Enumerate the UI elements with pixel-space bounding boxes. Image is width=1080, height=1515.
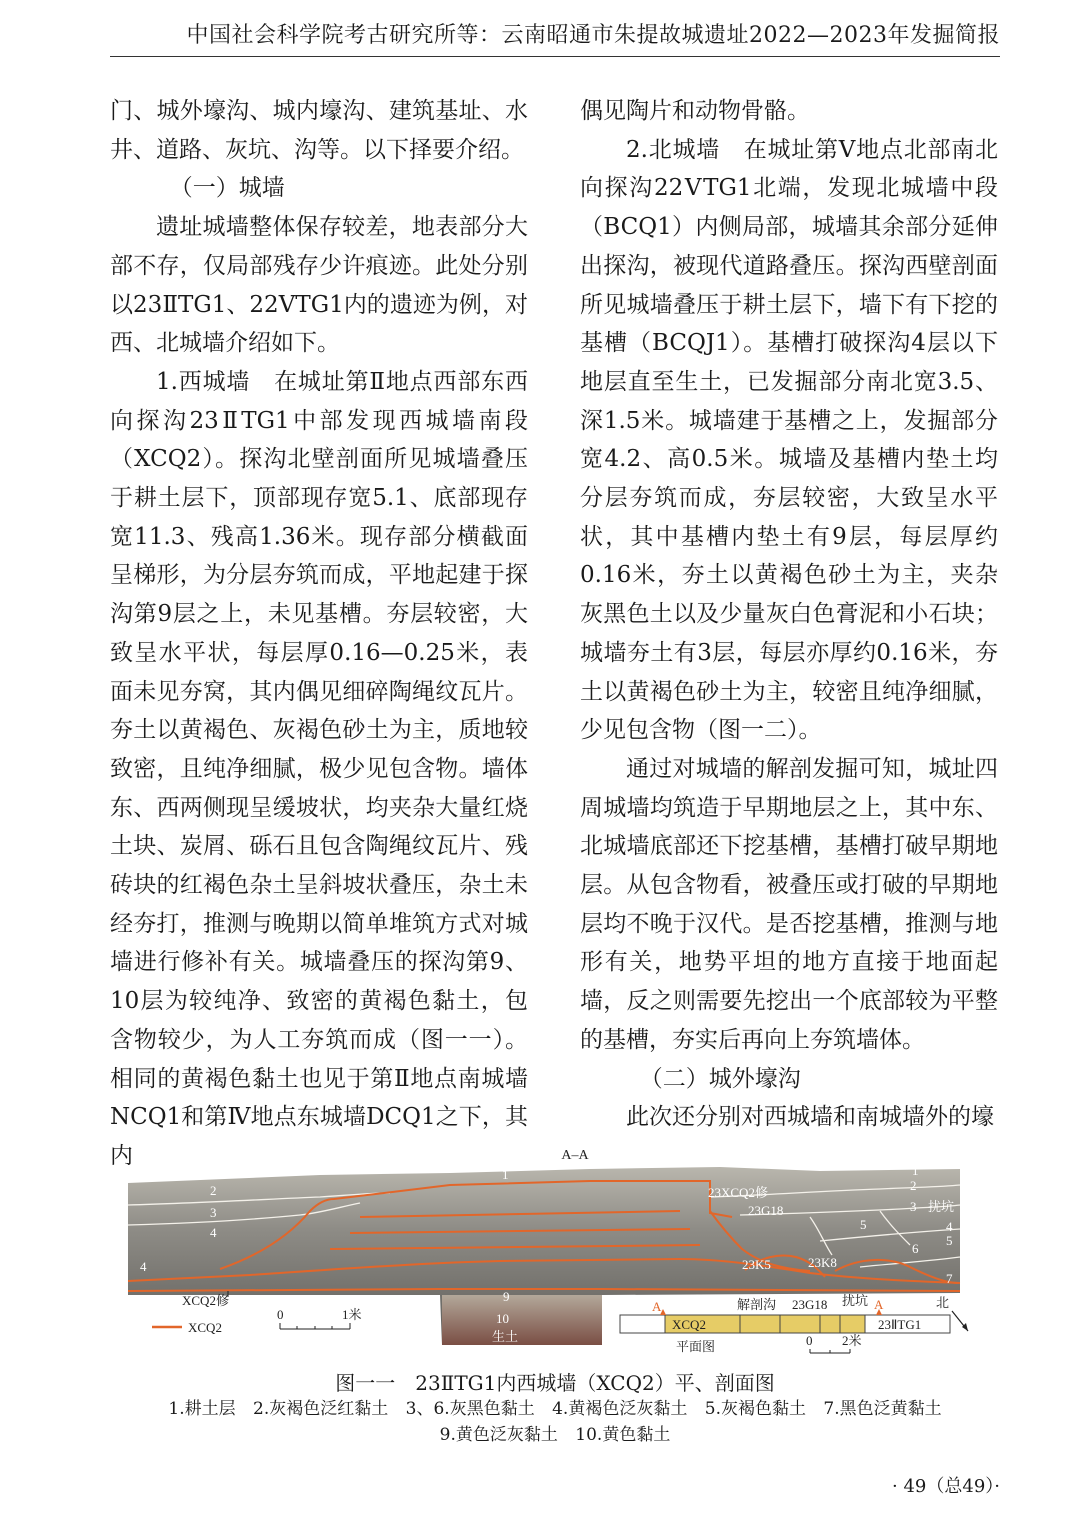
svg-text:1米: 1米 [342, 1307, 362, 1322]
figure-legend [110, 1396, 1000, 1448]
svg-text:平面图: 平面图 [676, 1339, 716, 1354]
svg-text:A: A [874, 1297, 884, 1312]
svg-text:2米: 2米 [842, 1333, 862, 1348]
section-heading: （一）城墙 [169, 175, 285, 202]
paragraph: 遗址城墙整体保存较差，地表部分大部不存，仅局部残存少许痕迹。此处分别以23ⅡTG1、22ⅤTG1内的遗迹为例，对西、北城墙介绍如下。 [110, 214, 528, 357]
svg-text:23XCQ2修: 23XCQ2修 [708, 1185, 768, 1200]
svg-text:23G18: 23G18 [792, 1297, 828, 1312]
paragraph: 1.西城墙 在城址第Ⅱ地点西部东西向探沟23ⅡTG1中部发现西城墙南段（XCQ2）。探沟北壁剖面所见城墙叠压于耕土层下，顶部现存宽5.1、底部现存宽11.3、残高1.36米。现存部分横截面呈梯形，为分层夯筑而成，平地起建于探沟第9层之上，未见基槽。夯层较密，大致呈水平状，每层厚0.16—0.25米，表面未见夯窝，其内偶见细碎陶绳纹瓦片。夯土以黄褐色、灰褐色砂土为主，质地较致密，且纯净细腻，极少见包含物。墙体东、西两侧现呈缓坡状，均夹杂大量红烧土块、炭屑、砾石且包含陶绳纹瓦片、残砖块的红褐色杂土呈斜坡状叠压，杂土未经夯打，推测与晚期以简单堆筑方式对城墙进行修补有关。城墙叠压的探沟第9、10层为较纯净、致密的黄褐色黏土，包含物较少，为人工夯筑而成（图一一）。相同的黄褐色黏土也见于第Ⅱ地点南城墙NCQ1和第Ⅳ地点东城墙DCQ1之下，其内 [110, 368, 528, 1169]
paragraph: 门、城外壕沟、城内壕沟、建筑基址、水井、道路、灰坑、沟等。以下择要介绍。 [110, 98, 528, 163]
svg-text:2: 2 [910, 1178, 917, 1193]
legend-item: 10.黄色黏土 [575, 1425, 671, 1445]
section-heading: （二）城外壕沟 [639, 1065, 801, 1092]
legend-item: 5.灰褐色黏土 [704, 1399, 806, 1419]
svg-text:扰坑: 扰坑 [842, 1293, 869, 1308]
page-number: · 49（总49）· [892, 1476, 1000, 1497]
legend-item: 2.灰褐色泛红黏土 [253, 1399, 389, 1419]
svg-text:5: 5 [860, 1217, 867, 1232]
svg-text:6: 6 [912, 1241, 919, 1256]
legend-item: 3、6.灰黑色黏土 [405, 1399, 535, 1419]
svg-text:3: 3 [910, 1199, 917, 1214]
legend-item: 7.黑色泛黄黏土 [823, 1399, 942, 1419]
svg-text:0: 0 [277, 1307, 284, 1322]
svg-text:扰坑: 扰坑 [928, 1199, 955, 1214]
svg-text:0: 0 [806, 1333, 813, 1348]
svg-text:解剖沟: 解剖沟 [737, 1297, 777, 1312]
paragraph: 2.北城墙 在城址第Ⅴ地点北部南北向探沟22ⅤTG1北端，发现北城墙中段（BCQ1）内侧局部，城墙其余部分延伸出探沟，被现代道路叠压。探沟西壁剖面所见城墙叠压于耕土层下，墙下有下挖的基槽（BCQJ1）。基槽打破探沟4层以下地层直至生土，已发掘部分南北宽3.5、深1.5米。城墙建于基槽之上，发掘部分宽4.2、高0.5米。城墙及基槽内垫土均分层夯筑而成，夯层较密，大致呈水平状，其中基槽内垫土有9层，每层厚约0.16米，夯土以黄褐色砂土为主，夹杂灰黑色土以及少量灰白色膏泥和小石块；城墙夯土有3层，每层亦厚约0.16米，夯土以黄褐色砂土为主，较密且纯净细腻，少见包含物（图一二）。 [580, 136, 998, 744]
svg-text:9: 9 [503, 1289, 510, 1304]
section-scale [277, 1307, 362, 1329]
section-label: A–A [561, 1148, 589, 1163]
key-xcq2-repair: XCQ2修 [182, 1293, 229, 1308]
svg-text:5: 5 [946, 1233, 953, 1248]
svg-text:7: 7 [946, 1271, 953, 1286]
svg-text:A: A [652, 1299, 662, 1314]
svg-text:3: 3 [210, 1205, 217, 1220]
key-xcq2: XCQ2 [188, 1320, 222, 1335]
paragraph: 通过对城墙的解剖发掘可知，城址四周城墙均筑造于早期地层之上，其中东、北城墙底部还下挖基槽，基槽打破早期地层。从包含物看，被叠压或打破的早期地层均不晚于汉代。是否挖基槽，推测与地形有关，地势平坦的地方直接于地面起墙，反之则需要先挖出一个底部较为平整的基槽，夯实后再向上夯筑墙体。 [580, 755, 998, 1053]
running-head: 中国社会科学院考古研究所等：云南昭通市朱提故城遗址2022—2023年发掘简报 [186, 23, 1000, 48]
svg-text:1: 1 [502, 1167, 509, 1182]
figure-caption: 图一一 23ⅡTG1内西城墙（XCQ2）平、剖面图 [335, 1371, 775, 1395]
svg-text:23K8: 23K8 [808, 1255, 837, 1270]
pit-profile [442, 1295, 602, 1345]
svg-text:2: 2 [210, 1183, 217, 1198]
svg-text:北: 北 [936, 1295, 950, 1310]
paragraph: 此次还分别对西城墙和南城墙外的壕 [626, 1104, 994, 1131]
legend-item: 4.黄褐色泛灰黏土 [552, 1399, 688, 1419]
svg-text:23K5: 23K5 [742, 1257, 771, 1272]
svg-text:XCQ2: XCQ2 [672, 1317, 706, 1332]
svg-text:生土: 生土 [492, 1329, 519, 1344]
svg-text:4: 4 [210, 1225, 217, 1240]
svg-text:4: 4 [140, 1259, 147, 1274]
legend-item: 9.黄色泛灰黏土 [439, 1425, 558, 1445]
svg-text:23ⅡTG1: 23ⅡTG1 [878, 1317, 922, 1332]
paragraph: 偶见陶片和动物骨骼。 [580, 98, 810, 124]
plan-view [620, 1293, 968, 1354]
svg-text:4: 4 [946, 1219, 953, 1234]
svg-text:23G18: 23G18 [748, 1203, 784, 1218]
header-rule [110, 56, 1000, 57]
left-column [110, 92, 528, 1176]
right-column [580, 92, 998, 1137]
figure-section-plan [120, 1145, 990, 1370]
svg-text:1: 1 [912, 1163, 919, 1178]
svg-text:10: 10 [496, 1311, 509, 1326]
legend-item: 1.耕土层 [168, 1399, 236, 1419]
